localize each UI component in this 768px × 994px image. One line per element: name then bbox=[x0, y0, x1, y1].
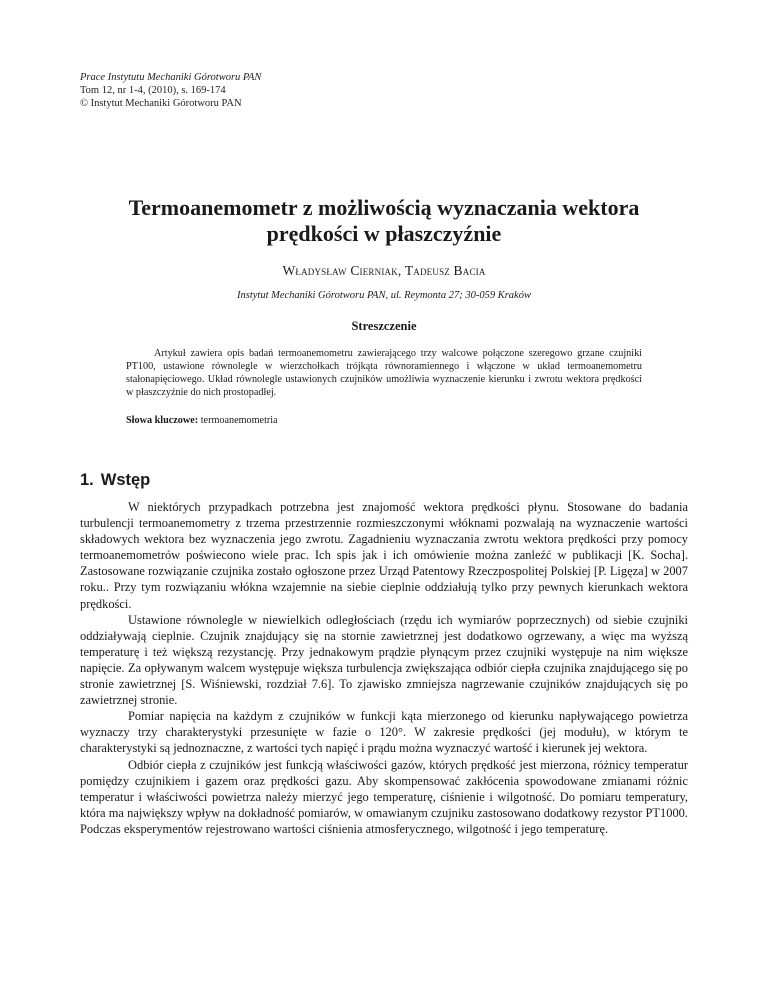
journal-header bbox=[80, 71, 261, 110]
paragraph: Ustawione równolegle w niewielkich odległościach (rzędu ich wymiarów poprzecznych) od siebie czujniki oddziaływają cieplnie. Czujnik znajdujący się na stornie zawietrznej jest dodatkowo ogrzewany, a więc ma wyższą temperaturę i też większą rezystancję. Przy jednakowym prądzie płynącym przez czujniki występuje na nim większe napięcie. Za opływanym walcem występuje większa turbulencja zwiększająca odbiór ciepła czujnika znajdującego się po stronie zawietrznej [S. Wiśniewski, rozdział 7.6]. To zjawisko zmniejsza nagrzewanie czujników znajdujących się po zawietrznej stronie. bbox=[80, 612, 688, 708]
abstract-heading: Streszczenie bbox=[351, 319, 417, 333]
section-title: Wstęp bbox=[100, 471, 151, 489]
paper-authors: Władysław Cierniak, Tadeusz Bacia bbox=[282, 263, 486, 278]
keywords-label: Słowa kluczowe: bbox=[126, 415, 199, 426]
section-heading bbox=[80, 471, 150, 490]
journal-copyright: © Instytut Mechaniki Górotworu PAN bbox=[80, 98, 242, 109]
paragraph: Odbiór ciepła z czujników jest funkcją właściwości gazów, których prędkość jest mierzona, różnicy temperatur pomiędzy czujnikiem i gazem oraz prędkości gazu. Aby skompensować zakłócenia spowodowane zmianami różnic temperatur i właściwości powietrza należy mierzyć jego temperaturę, ciśnienie i wilgotność. Do pomiaru temperatury, która ma największy wpływ na dokładność pomiarów, w omawianym czujniku zastosowano dodatkowy rezystor PT1000. Podczas eksperymentów rejestrowano wartości ciśnienia atmosferycznego, wilgotność i jego temperaturę. bbox=[80, 757, 688, 836]
journal-volume: Tom 12, nr 1-4, (2010), s. 169-174 bbox=[80, 85, 226, 96]
keywords-value: termoanemometria bbox=[200, 415, 278, 426]
paper-affiliation: Instytut Mechaniki Górotworu PAN, ul. Reymonta 27; 30-059 Kraków bbox=[237, 290, 531, 301]
abstract bbox=[126, 347, 642, 399]
paper-title-line-2: prędkości w płaszczyźnie bbox=[266, 221, 502, 246]
paragraph: Pomiar napięcia na każdym z czujników w funkcji kąta mierzonego od kierunku napływającego powietrza wyznaczy trzy charakterystyki przesunięte w fazie o 120°. W zakresie prędkości (jej modułu), w którym te charakterystyki są jednoznaczne, z wartości tych napięć i prądu można wyznaczyć wartość i kierunek jej wektora. bbox=[80, 709, 688, 756]
paper-title bbox=[70, 195, 698, 247]
paper-title-line-1: Termoanemometr z możliwością wyznaczania wektora bbox=[128, 195, 640, 220]
paragraph: W niektórych przypadkach potrzebna jest znajomość wektora prędkości płynu. Stosowane do badania turbulencji termoanemometry z trzema przestrzennie rozmieszczonymi włóknami pozwalają na wyznaczenie wartości składowych wektora bez wyznaczenia jego zwrotu. Zagadnieniu wyznaczania zwrotu wektora prędkości przy pomocy termoanemometrów poświecono wiele prac. Ich spis jak i ich omówienie można zanleźć w publikacji [K. Socha]. Zastosowane rozwiązanie czujnika zostało ogłoszone przez Urząd Patentowy Rzeczpospolitej Polskiej [P. Ligęza] w 2007 roku.. Przy tym rozwiązaniu włókna wzajemnie na siebie cieplnie oddziałują tylko przy pewnych kierunkach wektora prędkości. bbox=[80, 500, 688, 611]
abstract-text: Artykuł zawiera opis badań termoanemometru zawierającego trzy walcowe połączone szeregowo grzane czujniki PT100, ustawione równolegle w wierzchołkach trójkąta równoramiennego i włączone w układ termoanemometru stałonapięciowego. Układ równolegle ustawionych czujników umożliwia wyznaczenie kierunku i zwrotu wektora prędkości w płaszczyźnie do nich prostopadłej. bbox=[126, 348, 642, 398]
keywords bbox=[126, 415, 278, 426]
body-text bbox=[80, 499, 688, 837]
journal-name: Prace Instytutu Mechaniki Górotworu PAN bbox=[80, 72, 262, 83]
section-number: 1. bbox=[80, 471, 94, 489]
